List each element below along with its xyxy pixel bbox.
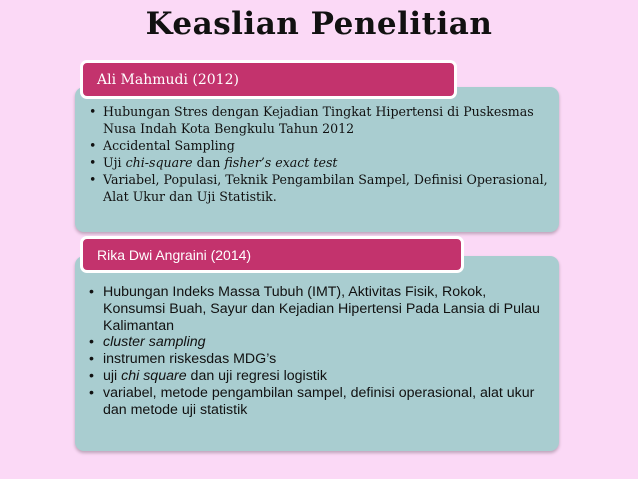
- item-text-part: Uji: [103, 155, 126, 170]
- item-text-italic: fisher’s exact test: [224, 155, 338, 170]
- section-card-rika-dwi-angraini: [75, 256, 559, 451]
- list-item: [89, 154, 549, 171]
- item-text-italic: cluster sampling: [103, 334, 206, 351]
- bullet-glyph: •: [89, 367, 94, 384]
- list-item: [89, 103, 549, 137]
- item-text-part: uji: [103, 367, 122, 384]
- section-item-list: [89, 103, 549, 205]
- item-text: variabel, metode pengambilan sampel, definisi operasional, alat ukur dan metode uji statistik: [103, 384, 535, 418]
- item-text-italic: chi-square: [125, 155, 193, 170]
- section-card-ali-mahmudi: [75, 87, 559, 232]
- item-text-part: dan: [192, 155, 225, 170]
- list-item: [89, 284, 551, 334]
- bullet-glyph: •: [89, 172, 97, 187]
- bullet-glyph: •: [89, 284, 94, 300]
- item-text: Hubungan Stres dengan Kejadian Tingkat Hipertensi di Puskesmas Nusa Indah Kota Bengkulu Tahun 2012: [103, 104, 534, 136]
- bullet-glyph: •: [89, 104, 97, 119]
- list-item: [89, 171, 549, 205]
- item-text: Variabel, Populasi, Teknik Pengambilan Sampel, Definisi Operasional, Alat Ukur dan Uji Statistik.: [103, 172, 548, 204]
- list-item: [89, 385, 551, 419]
- list-item: [89, 368, 551, 385]
- item-text: Accidental Sampling: [103, 138, 235, 153]
- section-item-list: [89, 284, 551, 418]
- item-text-italic: chi square: [121, 367, 187, 384]
- bullet-glyph: •: [89, 384, 94, 401]
- bullet-glyph: •: [89, 155, 97, 170]
- section-header-rika-dwi-angraini: Rika Dwi Angraini (2014): [80, 236, 464, 273]
- list-item: [89, 351, 551, 368]
- section-header-ali-mahmudi: Ali Mahmudi (2012): [80, 60, 457, 99]
- page-title: Keaslian Penelitian: [145, 6, 493, 42]
- item-text: instrumen riskesdas MDG’s: [103, 351, 277, 368]
- bullet-glyph: •: [89, 351, 94, 368]
- item-text: Hubungan Indeks Massa Tubuh (IMT), Aktivitas Fisik, Rokok, Konsumsi Buah, Sayur dan Kejadian Hipertensi Pada Lansia di Pulau Kalimantan: [103, 284, 540, 334]
- bullet-glyph: •: [89, 138, 97, 153]
- item-text-part: dan uji regresi logistik: [186, 367, 327, 384]
- list-item: [89, 137, 549, 154]
- bullet-glyph: •: [89, 334, 94, 351]
- list-item: [89, 334, 551, 351]
